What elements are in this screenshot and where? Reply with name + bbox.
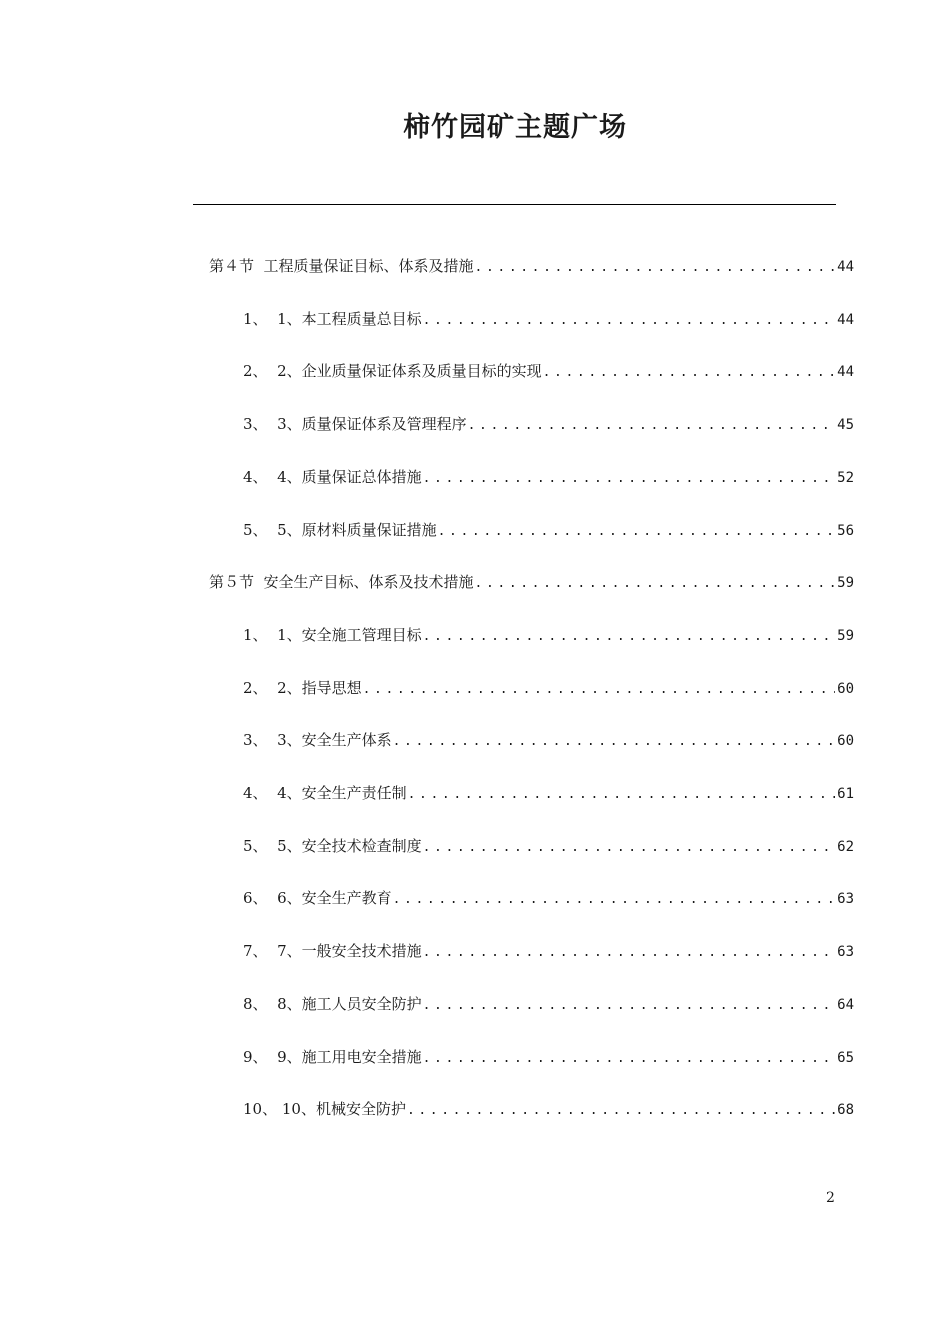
toc-page-number: 44 — [837, 364, 854, 381]
toc-item-entry[interactable] — [243, 359, 854, 385]
toc-dot-leader — [468, 414, 836, 438]
toc-dot-leader — [438, 520, 836, 544]
toc-dot-leader — [543, 361, 836, 385]
toc-dot-leader — [393, 730, 836, 754]
toc-page-number: 60 — [837, 733, 854, 750]
toc-item-entry[interactable] — [243, 518, 854, 544]
toc-page-number: 63 — [837, 944, 854, 961]
toc-page-number: 64 — [837, 996, 854, 1013]
toc-entry-label: 3、 3、安全生产体系 — [243, 731, 392, 750]
toc-dot-leader — [423, 836, 836, 860]
toc-item-entry[interactable] — [243, 412, 854, 438]
toc-dot-leader — [423, 467, 836, 491]
toc-section-entry[interactable] — [209, 254, 854, 280]
toc-page-number: 59 — [837, 575, 854, 592]
toc-page-number: 59 — [837, 627, 854, 644]
toc-item-entry[interactable] — [243, 939, 854, 965]
toc-dot-leader — [423, 994, 836, 1018]
toc-page-number: 63 — [837, 891, 854, 908]
toc-entry-label: 4、 4、质量保证总体措施 — [243, 467, 422, 486]
toc-page-number: 60 — [837, 680, 854, 697]
toc-item-entry[interactable] — [243, 834, 854, 860]
toc-entry-label: 10、 10、机械安全防护 — [243, 1100, 406, 1119]
toc-dot-leader — [363, 678, 836, 702]
toc-entry-label: 4、 4、安全生产责任制 — [243, 784, 407, 802]
toc-page-number: 56 — [837, 522, 854, 539]
toc-entry-label: 2、 2、指导思想 — [243, 678, 362, 697]
toc-dot-leader — [423, 309, 836, 333]
toc-dot-leader — [475, 572, 836, 596]
toc-dot-leader — [408, 783, 836, 807]
toc-page-number: 65 — [837, 1049, 854, 1066]
toc-entry-label: 5、 5、原材料质量保证措施 — [243, 520, 437, 539]
toc-entry-label: 8、 8、施工人员安全防护 — [243, 994, 422, 1013]
toc-item-entry[interactable] — [243, 307, 854, 333]
toc-page-number: 68 — [837, 1102, 854, 1119]
page-title: 柿竹园矿主题广场 — [403, 112, 627, 144]
toc-entry-label: 9、 9、施工用电安全措施 — [243, 1047, 422, 1066]
toc-entry-label: 5、 5、安全技术检查制度 — [243, 836, 422, 855]
toc-item-entry[interactable] — [243, 623, 854, 649]
toc-item-entry[interactable] — [243, 886, 854, 912]
toc-entry-label: 7、 7、一般安全技术措施 — [243, 942, 422, 961]
toc-page-number: 62 — [837, 838, 854, 855]
toc-item-entry[interactable] — [243, 676, 854, 702]
toc-section-entry[interactable] — [209, 570, 854, 596]
toc-dot-leader — [423, 625, 836, 649]
toc-dot-leader — [423, 1047, 836, 1071]
toc-page-number: 45 — [837, 417, 854, 434]
toc-entry-label: 1、 1、安全施工管理目标 — [243, 625, 422, 644]
toc-page-number: 52 — [837, 469, 854, 486]
toc-dot-leader — [393, 888, 836, 912]
toc-entry-label: 1、 1、本工程质量总目标 — [243, 309, 422, 328]
toc-entry-label: 3、 3、质量保证体系及管理程序 — [243, 415, 467, 434]
toc-entry-label: 6、 6、安全生产教育 — [243, 889, 392, 908]
page-number: 2 — [826, 1190, 835, 1206]
toc-dot-leader — [475, 256, 836, 280]
toc-item-entry[interactable] — [243, 1045, 854, 1071]
toc-item-entry[interactable] — [243, 465, 854, 491]
toc-item-entry[interactable] — [243, 781, 854, 807]
toc-item-entry[interactable] — [243, 1097, 854, 1123]
toc-dot-leader — [423, 941, 836, 965]
toc-page-number: 44 — [837, 311, 854, 328]
toc-page-number: 61 — [837, 786, 854, 802]
toc-entry-label: 第５节 安全生产目标、体系及技术措施 — [209, 573, 474, 592]
toc-entry-label: 第４节 工程质量保证目标、体系及措施 — [209, 257, 474, 275]
toc-item-entry[interactable] — [243, 992, 854, 1018]
toc-dot-leader — [407, 1099, 835, 1123]
title-divider — [193, 204, 836, 205]
toc-page-number: 44 — [837, 259, 854, 275]
toc-item-entry[interactable] — [243, 728, 854, 754]
toc-entry-label: 2、 2、企业质量保证体系及质量目标的实现 — [243, 362, 542, 381]
